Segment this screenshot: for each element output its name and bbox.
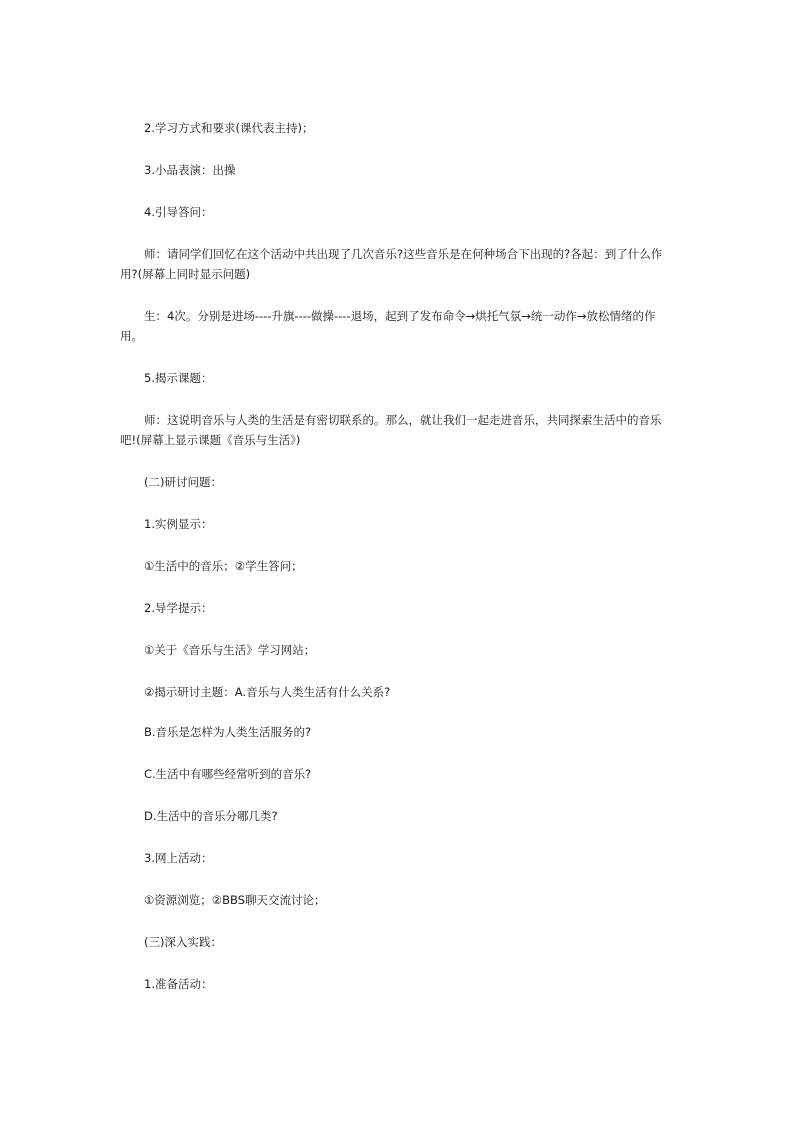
paragraph-preparation: 1.准备活动： [144, 977, 213, 991]
paragraph-study-method: 2.学习方式和要求(课代表主持)； [144, 121, 314, 135]
paragraph-life-music: ①生活中的音乐；②学生答问； [144, 559, 303, 573]
paragraph-online-activity: 3.网上活动： [144, 851, 213, 865]
paragraph-resources: ①资源浏览；②BBS聊天交流讨论； [144, 893, 326, 907]
paragraph-topic-a: ②揭示研讨主题：A.音乐与人类生活有什么关系? [144, 685, 391, 699]
paragraph-topic-b: B.音乐是怎样为人类生活服务的? [144, 725, 312, 739]
paragraph-teacher-topic: 师：这说明音乐与人类的生活是有密切联系的。那么，就让我们一起走进音乐，共同探索生活中的音乐吧!(屏幕上显示课题《音乐与生活》) [120, 413, 662, 447]
paragraph-guide-question: 4.引导答问： [144, 205, 213, 219]
paragraph-guide-tips: 2.导学提示： [144, 601, 213, 615]
paragraph-section-practice: (三)深入实践： [144, 935, 222, 949]
paragraph-topic-d: D.生活中的音乐分哪几类? [144, 809, 278, 823]
paragraph-teacher-question: 师：请同学们回忆在这个活动中共出现了几次音乐?这些音乐是在何种场合下出现的?各起：到了什么作用?(屏幕上同时显示问题) [120, 247, 663, 281]
paragraph-topic-c: C.生活中有哪些经常听到的音乐? [144, 767, 312, 781]
paragraph-website: ①关于《音乐与生活》学习网站； [144, 643, 316, 657]
paragraph-example: 1.实例显示： [144, 517, 213, 531]
paragraph-skit: 3.小品表演：出操 [144, 163, 236, 177]
paragraph-student-answer: 生：4次。分别是进场----升旗----做操----退场，起到了发布命令→烘托气氛→统一动作→放松情绪的作用。 [120, 309, 656, 343]
paragraph-reveal-topic: 5.揭示课题： [144, 371, 213, 385]
paragraph-section-discussion: (二)研讨问题： [144, 475, 222, 489]
